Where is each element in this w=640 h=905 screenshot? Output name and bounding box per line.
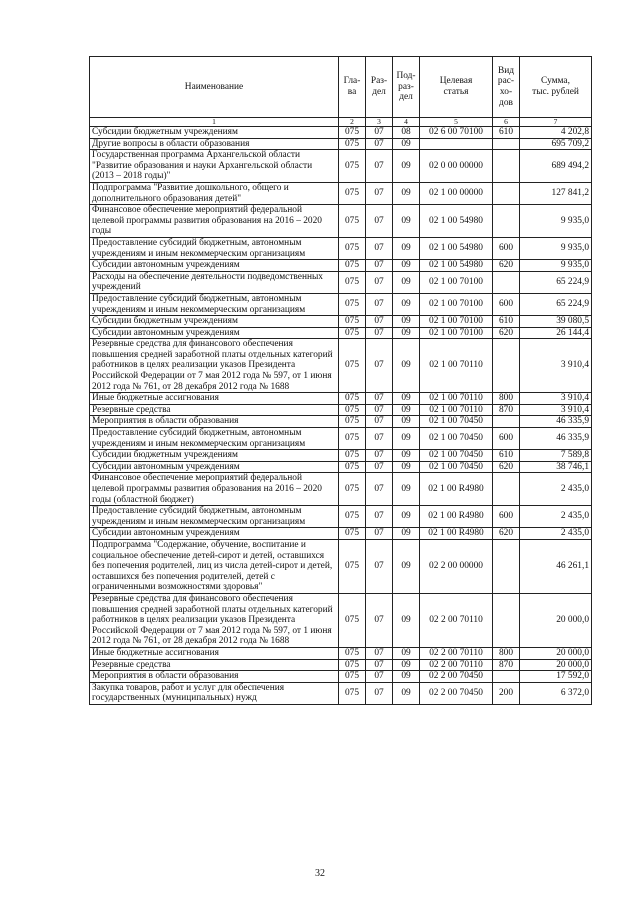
column-number: 2 (339, 118, 366, 127)
cell-podrazdel: 09 (393, 339, 420, 393)
cell-amount: 695 709,2 (520, 138, 592, 150)
cell-target-article: 02 1 00 R4980 (420, 528, 493, 540)
cell-expense-type (493, 271, 520, 293)
cell-razdel: 07 (366, 682, 393, 704)
cell-amount: 9 935,0 (520, 260, 592, 272)
cell-amount: 4 202,8 (520, 127, 592, 139)
cell-name: Субсидии автономным учреждениям (90, 327, 339, 339)
cell-glava: 075 (339, 416, 366, 428)
header-summa-label: Сумма, тыс. рублей (532, 76, 579, 97)
cell-expense-type: 600 (493, 293, 520, 315)
cell-target-article: 02 1 00 R4980 (420, 506, 493, 528)
cell-name: Субсидии автономным учреждениям (90, 260, 339, 272)
cell-glava: 075 (339, 473, 366, 506)
cell-name: Расходы на обеспечение деятельности подведомственных учреждений (90, 271, 339, 293)
cell-expense-type: 610 (493, 450, 520, 462)
cell-expense-type: 200 (493, 682, 520, 704)
cell-expense-type: 800 (493, 647, 520, 659)
cell-glava: 075 (339, 150, 366, 183)
cell-target-article: 02 1 00 70110 (420, 339, 493, 393)
cell-target-article: 02 2 00 70110 (420, 593, 493, 647)
cell-glava: 075 (339, 339, 366, 393)
column-number: 5 (420, 118, 493, 127)
cell-expense-type: 870 (493, 404, 520, 416)
cell-amount: 65 224,9 (520, 293, 592, 315)
cell-target-article: 02 6 00 70100 (420, 127, 493, 139)
cell-podrazdel: 09 (393, 150, 420, 183)
cell-amount: 6 372,0 (520, 682, 592, 704)
cell-glava: 075 (339, 682, 366, 704)
cell-amount: 46 335,9 (520, 416, 592, 428)
table-row (90, 150, 592, 183)
cell-name: Иные бюджетные ассигнования (90, 393, 339, 405)
cell-amount: 2 435,0 (520, 473, 592, 506)
cell-target-article: 02 1 00 70100 (420, 316, 493, 328)
table-row (90, 393, 592, 405)
cell-razdel: 07 (366, 416, 393, 428)
cell-razdel: 07 (366, 539, 393, 593)
cell-target-article: 02 2 00 70110 (420, 659, 493, 671)
cell-expense-type: 620 (493, 461, 520, 473)
cell-razdel: 07 (366, 593, 393, 647)
cell-razdel: 07 (366, 316, 393, 328)
table-row (90, 528, 592, 540)
cell-expense-type: 600 (493, 428, 520, 450)
cell-amount: 39 080,5 (520, 316, 592, 328)
header-vid (493, 57, 520, 118)
cell-amount: 3 910,4 (520, 339, 592, 393)
cell-amount: 2 435,0 (520, 506, 592, 528)
cell-name: Предоставление субсидий бюджетным, автономным учреждениям и иным некоммерческим организациям (90, 428, 339, 450)
cell-glava: 075 (339, 461, 366, 473)
header-celevaya-label: Целевая статья (439, 76, 473, 97)
cell-podrazdel: 09 (393, 528, 420, 540)
cell-razdel: 07 (366, 327, 393, 339)
cell-glava: 075 (339, 393, 366, 405)
cell-amount: 20 000,0 (520, 593, 592, 647)
table-row (90, 339, 592, 393)
cell-podrazdel: 09 (393, 682, 420, 704)
cell-amount: 3 910,4 (520, 393, 592, 405)
header-summa (520, 57, 592, 118)
table-row (90, 659, 592, 671)
cell-glava: 075 (339, 182, 366, 204)
cell-podrazdel: 08 (393, 127, 420, 139)
table-row (90, 404, 592, 416)
header-razdel-label: Раз- дел (370, 76, 388, 97)
cell-razdel: 07 (366, 659, 393, 671)
cell-expense-type (493, 593, 520, 647)
cell-name: Мероприятия в области образования (90, 416, 339, 428)
header-vid-label: Вид рас- хо- дов (497, 65, 515, 108)
table-row (90, 671, 592, 683)
cell-name: Иные бюджетные ассигнования (90, 647, 339, 659)
cell-glava: 075 (339, 506, 366, 528)
cell-name: Резервные средства (90, 659, 339, 671)
table-row (90, 647, 592, 659)
table-row (90, 450, 592, 462)
page-number: 32 (315, 868, 325, 879)
cell-amount: 46 261,1 (520, 539, 592, 593)
cell-target-article: 02 1 00 00000 (420, 182, 493, 204)
cell-target-article: 02 0 00 00000 (420, 150, 493, 183)
column-number: 6 (493, 118, 520, 127)
cell-target-article: 02 1 00 70450 (420, 461, 493, 473)
cell-amount: 46 335,9 (520, 428, 592, 450)
cell-razdel: 07 (366, 237, 393, 259)
cell-glava: 075 (339, 428, 366, 450)
cell-amount: 20 000,0 (520, 659, 592, 671)
cell-expense-type: 610 (493, 316, 520, 328)
cell-expense-type (493, 339, 520, 393)
header-row (90, 57, 592, 118)
cell-target-article: 02 1 00 54980 (420, 205, 493, 238)
cell-expense-type: 870 (493, 659, 520, 671)
header-celevaya (420, 57, 493, 118)
cell-podrazdel: 09 (393, 473, 420, 506)
cell-name: Подпрограмма "Содержание, обучение, воспитание и социальное обеспечение детей-сирот и детей, оставшихся без попечения родителей, лиц из числа детей-сирот и детей, оставшихся без попечения родителей, детей с ограниченными возможностями здоровья" (90, 539, 339, 593)
cell-target-article: 02 1 00 70110 (420, 393, 493, 405)
cell-name: Субсидии автономным учреждениям (90, 528, 339, 540)
column-number: 4 (393, 118, 420, 127)
table-row (90, 539, 592, 593)
cell-name: Предоставление субсидий бюджетным, автономным учреждениям и иным некоммерческим организациям (90, 293, 339, 315)
cell-amount: 17 592,0 (520, 671, 592, 683)
cell-name: Подпрограмма "Развитие дошкольного, общего и дополнительного образования детей" (90, 182, 339, 204)
cell-amount: 65 224,9 (520, 271, 592, 293)
cell-podrazdel: 09 (393, 671, 420, 683)
table-row (90, 237, 592, 259)
table-row (90, 682, 592, 704)
cell-name: Финансовое обеспечение мероприятий федеральной целевой программы развития образования на 2016 – 2020 годы (областной бюджет) (90, 473, 339, 506)
cell-amount: 9 935,0 (520, 237, 592, 259)
table-row (90, 416, 592, 428)
cell-name: Финансовое обеспечение мероприятий федеральной целевой программы развития образования на 2016 – 2020 годы (90, 205, 339, 238)
column-number: 7 (520, 118, 592, 127)
cell-razdel: 07 (366, 127, 393, 139)
cell-glava: 075 (339, 659, 366, 671)
cell-razdel: 07 (366, 205, 393, 238)
cell-target-article: 02 2 00 00000 (420, 539, 493, 593)
cell-glava: 075 (339, 293, 366, 315)
cell-target-article (420, 138, 493, 150)
cell-expense-type: 600 (493, 506, 520, 528)
column-number: 1 (90, 118, 339, 127)
cell-glava: 075 (339, 593, 366, 647)
cell-razdel: 07 (366, 671, 393, 683)
cell-name: Субсидии бюджетным учреждениям (90, 127, 339, 139)
cell-podrazdel: 09 (393, 659, 420, 671)
column-number: 3 (366, 118, 393, 127)
cell-target-article: 02 1 00 70450 (420, 428, 493, 450)
header-name (90, 57, 339, 118)
header-podrazdel (393, 57, 420, 118)
cell-name: Закупка товаров, работ и услуг для обеспечения государственных (муниципальных) нужд (90, 682, 339, 704)
cell-razdel: 07 (366, 182, 393, 204)
cell-podrazdel: 09 (393, 428, 420, 450)
cell-target-article: 02 1 00 54980 (420, 237, 493, 259)
header-name-label: Наименование (184, 81, 244, 92)
table-row (90, 293, 592, 315)
cell-target-article: 02 1 00 70100 (420, 271, 493, 293)
cell-podrazdel: 09 (393, 461, 420, 473)
cell-razdel: 07 (366, 138, 393, 150)
cell-expense-type (493, 416, 520, 428)
cell-amount: 3 910,4 (520, 404, 592, 416)
cell-podrazdel: 09 (393, 138, 420, 150)
cell-razdel: 07 (366, 271, 393, 293)
cell-podrazdel: 09 (393, 327, 420, 339)
cell-podrazdel: 09 (393, 393, 420, 405)
cell-glava: 075 (339, 205, 366, 238)
table-row (90, 473, 592, 506)
cell-target-article: 02 1 00 70450 (420, 416, 493, 428)
cell-razdel: 07 (366, 404, 393, 416)
cell-podrazdel: 09 (393, 271, 420, 293)
cell-expense-type: 800 (493, 393, 520, 405)
cell-razdel: 07 (366, 450, 393, 462)
cell-glava: 075 (339, 237, 366, 259)
cell-glava: 075 (339, 647, 366, 659)
cell-podrazdel: 09 (393, 293, 420, 315)
cell-expense-type (493, 671, 520, 683)
table-row (90, 593, 592, 647)
table-row (90, 428, 592, 450)
cell-name: Резервные средства для финансового обеспечения повышения средней заработной платы отдельных категорий работников в целях реализации указов Президента Российской Федерации от 7 мая 2012 года № 597, от 1 июня 2012 года № 761, от 28 декабря 2012 года № 1688 (90, 593, 339, 647)
cell-name: Субсидии автономным учреждениям (90, 461, 339, 473)
table-row (90, 316, 592, 328)
cell-target-article: 02 1 00 70100 (420, 327, 493, 339)
table-body (90, 127, 592, 705)
cell-expense-type (493, 205, 520, 238)
cell-glava: 075 (339, 260, 366, 272)
cell-target-article: 02 1 00 70100 (420, 293, 493, 315)
cell-expense-type: 600 (493, 237, 520, 259)
table-row (90, 205, 592, 238)
table-row (90, 271, 592, 293)
cell-amount: 38 746,1 (520, 461, 592, 473)
cell-target-article: 02 2 00 70110 (420, 647, 493, 659)
table-row (90, 506, 592, 528)
cell-razdel: 07 (366, 506, 393, 528)
cell-name: Государственная программа Архангельской области "Развитие образования и науки Архангельской области (2013 – 2018 годы)" (90, 150, 339, 183)
cell-podrazdel: 09 (393, 237, 420, 259)
cell-target-article: 02 1 00 R4980 (420, 473, 493, 506)
cell-podrazdel: 09 (393, 539, 420, 593)
cell-expense-type: 620 (493, 327, 520, 339)
table-row (90, 138, 592, 150)
budget-table (89, 56, 592, 705)
header-podrazdel-label: Под- раз- дел (396, 71, 416, 103)
cell-expense-type (493, 138, 520, 150)
cell-amount: 2 435,0 (520, 528, 592, 540)
table-row (90, 461, 592, 473)
cell-expense-type (493, 473, 520, 506)
cell-glava: 075 (339, 404, 366, 416)
table-row (90, 127, 592, 139)
cell-razdel: 07 (366, 393, 393, 405)
cell-name: Субсидии бюджетным учреждениям (90, 450, 339, 462)
cell-expense-type: 620 (493, 528, 520, 540)
cell-glava: 075 (339, 127, 366, 139)
header-glava (339, 57, 366, 118)
cell-amount: 9 935,0 (520, 205, 592, 238)
cell-podrazdel: 09 (393, 260, 420, 272)
cell-razdel: 07 (366, 339, 393, 393)
cell-razdel: 07 (366, 150, 393, 183)
cell-razdel: 07 (366, 528, 393, 540)
cell-glava: 075 (339, 528, 366, 540)
table-row (90, 327, 592, 339)
cell-amount: 127 841,2 (520, 182, 592, 204)
cell-glava: 075 (339, 671, 366, 683)
cell-glava: 075 (339, 271, 366, 293)
cell-expense-type (493, 182, 520, 204)
cell-podrazdel: 09 (393, 450, 420, 462)
cell-podrazdel: 09 (393, 593, 420, 647)
cell-podrazdel: 09 (393, 506, 420, 528)
cell-razdel: 07 (366, 428, 393, 450)
cell-name: Предоставление субсидий бюджетным, автономным учреждениям и иным некоммерческим организациям (90, 237, 339, 259)
cell-glava: 075 (339, 327, 366, 339)
cell-razdel: 07 (366, 260, 393, 272)
cell-podrazdel: 09 (393, 647, 420, 659)
cell-podrazdel: 09 (393, 416, 420, 428)
cell-name: Мероприятия в области образования (90, 671, 339, 683)
cell-target-article: 02 1 00 70450 (420, 450, 493, 462)
header-glava-label: Гла- ва (343, 76, 361, 97)
cell-podrazdel: 09 (393, 316, 420, 328)
cell-glava: 075 (339, 138, 366, 150)
cell-amount: 26 144,4 (520, 327, 592, 339)
cell-razdel: 07 (366, 473, 393, 506)
table-header (90, 57, 592, 127)
header-razdel (366, 57, 393, 118)
cell-glava: 075 (339, 450, 366, 462)
cell-expense-type: 620 (493, 260, 520, 272)
table-row (90, 182, 592, 204)
cell-expense-type: 610 (493, 127, 520, 139)
cell-glava: 075 (339, 539, 366, 593)
column-number-row (90, 118, 592, 127)
cell-target-article: 02 1 00 70110 (420, 404, 493, 416)
cell-glava: 075 (339, 316, 366, 328)
cell-expense-type (493, 539, 520, 593)
cell-amount: 20 000,0 (520, 647, 592, 659)
cell-expense-type (493, 150, 520, 183)
cell-razdel: 07 (366, 461, 393, 473)
cell-name: Субсидии бюджетным учреждениям (90, 316, 339, 328)
cell-target-article: 02 2 00 70450 (420, 682, 493, 704)
cell-podrazdel: 09 (393, 404, 420, 416)
table-row (90, 260, 592, 272)
cell-podrazdel: 09 (393, 205, 420, 238)
cell-name: Другие вопросы в области образования (90, 138, 339, 150)
cell-target-article: 02 1 00 54980 (420, 260, 493, 272)
cell-amount: 689 494,2 (520, 150, 592, 183)
cell-name: Предоставление субсидий бюджетным, автономным учреждениям и иным некоммерческим организациям (90, 506, 339, 528)
cell-name: Резервные средства для финансового обеспечения повышения средней заработной платы отдельных категорий работников в целях реализации указов Президента Российской Федерации от 7 мая 2012 года № 597, от 1 июня 2012 года № 761, от 28 декабря 2012 года № 1688 (90, 339, 339, 393)
cell-name: Резервные средства (90, 404, 339, 416)
cell-podrazdel: 09 (393, 182, 420, 204)
cell-amount: 7 589,8 (520, 450, 592, 462)
cell-razdel: 07 (366, 293, 393, 315)
cell-target-article: 02 2 00 70450 (420, 671, 493, 683)
cell-razdel: 07 (366, 647, 393, 659)
